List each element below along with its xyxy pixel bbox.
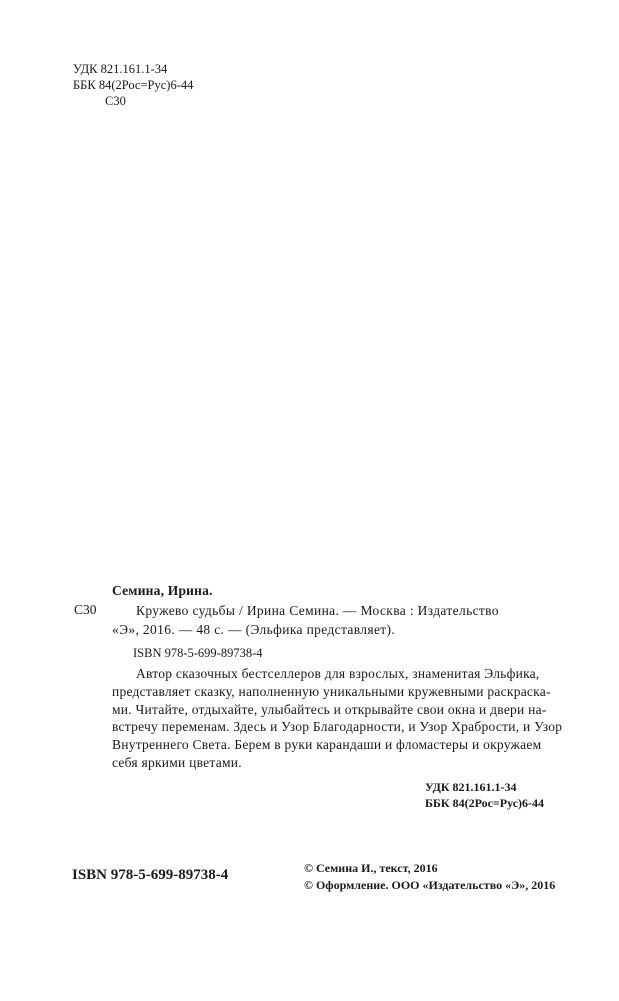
bibliographic-description — [112, 601, 560, 639]
record-author: Семина, Ирина. — [112, 583, 213, 598]
top-classification-codes — [73, 61, 193, 109]
annotation-line: Внутреннего Света. Берем в руки карандаши и фломастеры и окружаем — [112, 737, 542, 753]
copyright-design: © Оформление. ООО «Издательство «Э», 2016 — [304, 878, 556, 892]
annotation-line: представляет сказку, наполненную уникальными кружевными раскраска- — [112, 683, 551, 699]
copyright-text: © Семина И., текст, 2016 — [304, 861, 438, 875]
udk-code-bottom: УДК 821.161.1-34 — [425, 780, 517, 794]
record-author-mark: С30 — [74, 602, 97, 617]
bibliographic-line-1: Кружево судьбы / Ирина Семина. — Москва : Издательство — [136, 603, 499, 618]
record-isbn: ISBN 978-5-699-89738-4 — [133, 646, 263, 660]
bbk-code-bottom: ББК 84(2Рос=Рус)6-44 — [425, 796, 545, 810]
author-mark: С30 — [105, 94, 126, 108]
annotation-paragraph — [112, 665, 563, 772]
annotation-line: ми. Читайте, отдыхайте, улыбайтесь и открывайте свои окна и двери на- — [112, 701, 547, 717]
udk-code: УДК 821.161.1-34 — [73, 62, 168, 76]
annotation-line: Автор сказочных бестселлеров для взрослых, знаменитая Эльфика, — [136, 666, 540, 681]
annotation-line: себя яркими цветами. — [112, 754, 242, 770]
bbk-code: ББК 84(2Рос=Рус)6-44 — [73, 78, 194, 92]
bibliographic-line-2: «Э», 2016. — 48 с. — (Эльфика представляет). — [112, 622, 396, 637]
copyright-block — [304, 860, 555, 894]
footer-isbn: ISBN 978-5-699-89738-4 — [72, 867, 229, 883]
bottom-classification-codes — [425, 779, 544, 811]
annotation-line: встречу переменам. Здесь и Узор Благодарности, и Узор Храбрости, и Узор — [112, 719, 563, 735]
